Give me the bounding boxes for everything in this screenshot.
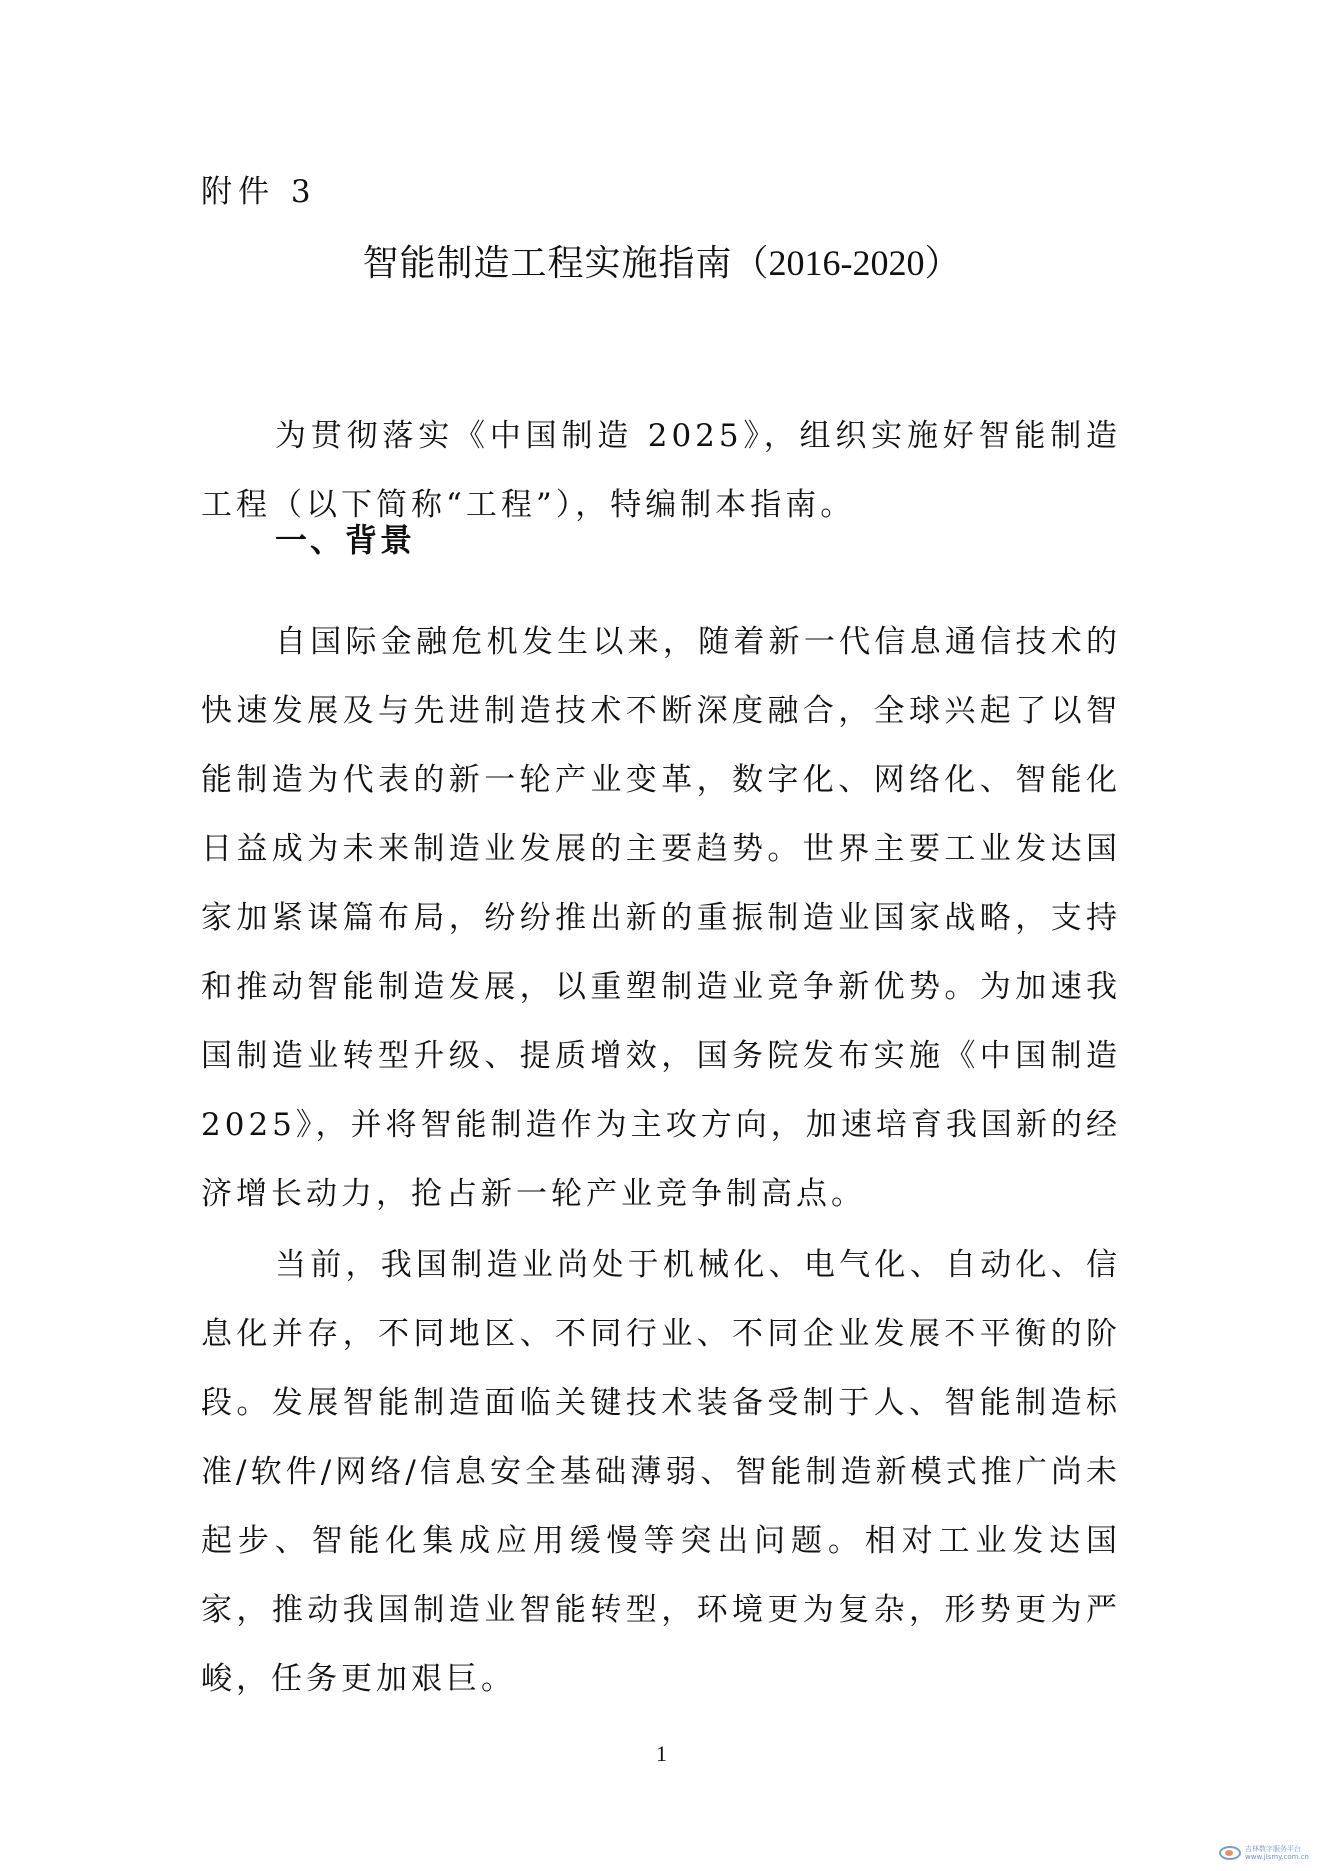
background-paragraph-1: 自国际金融危机发生以来，随着新一代信息通信技术的快速发展及与先进制造技术不断深度融合，全球兴起了以智能制造为代表的新一轮产业变革，数字化、网络化、智能化日益成为未来制造业发展的主要趋势。世界主要工业发达国家加紧谋篇布局，纷纷推出新的重振制造业国家战略，支持和推动智能制造发展，以重塑制造业竞争新优势。为加速我国制造业转型升级、提质增效，国务院发布实施《中国制造2025》，并将智能制造作为主攻方向，加速培育我国新的经济增长动力，抢占新一轮产业竞争制高点。 xyxy=(201,624,1121,1212)
watermark-line-2: www.jlsmy.com.cn xyxy=(1245,1853,1309,1861)
watermark-text xyxy=(1245,1845,1309,1861)
title-years: （2016-2020） xyxy=(732,243,961,283)
annex-label: 附件 3 xyxy=(201,174,317,210)
watermark-line-1: 吉林数字服务平台 xyxy=(1245,1845,1302,1853)
watermark xyxy=(1219,1845,1309,1861)
section-heading: 一、背景 xyxy=(275,521,416,559)
title-text: 智能制造工程实施指南 xyxy=(362,243,733,284)
watermark-logo-icon xyxy=(1219,1846,1241,1860)
page-number: 1 xyxy=(656,1741,667,1766)
background-paragraph-2: 当前，我国制造业尚处于机械化、电气化、自动化、信息化并存，不同地区、不同行业、不同企业发展不平衡的阶段。发展智能制造面临关键技术装备受制于人、智能制造标准/软件/网络/信息安全基础薄弱、智能制造新模式推广尚未起步、智能化集成应用缓慢等突出问题。相对工业发达国家，推动我国制造业智能转型，环境更为复杂，形势更为严峻，任务更加艰巨。 xyxy=(201,1247,1121,1697)
document-title xyxy=(0,240,1323,287)
intro-paragraph: 为贯彻落实《中国制造 2025》，组织实施好智能制造工程（以下简称“工程”），特编制本指南。 xyxy=(201,418,1121,523)
